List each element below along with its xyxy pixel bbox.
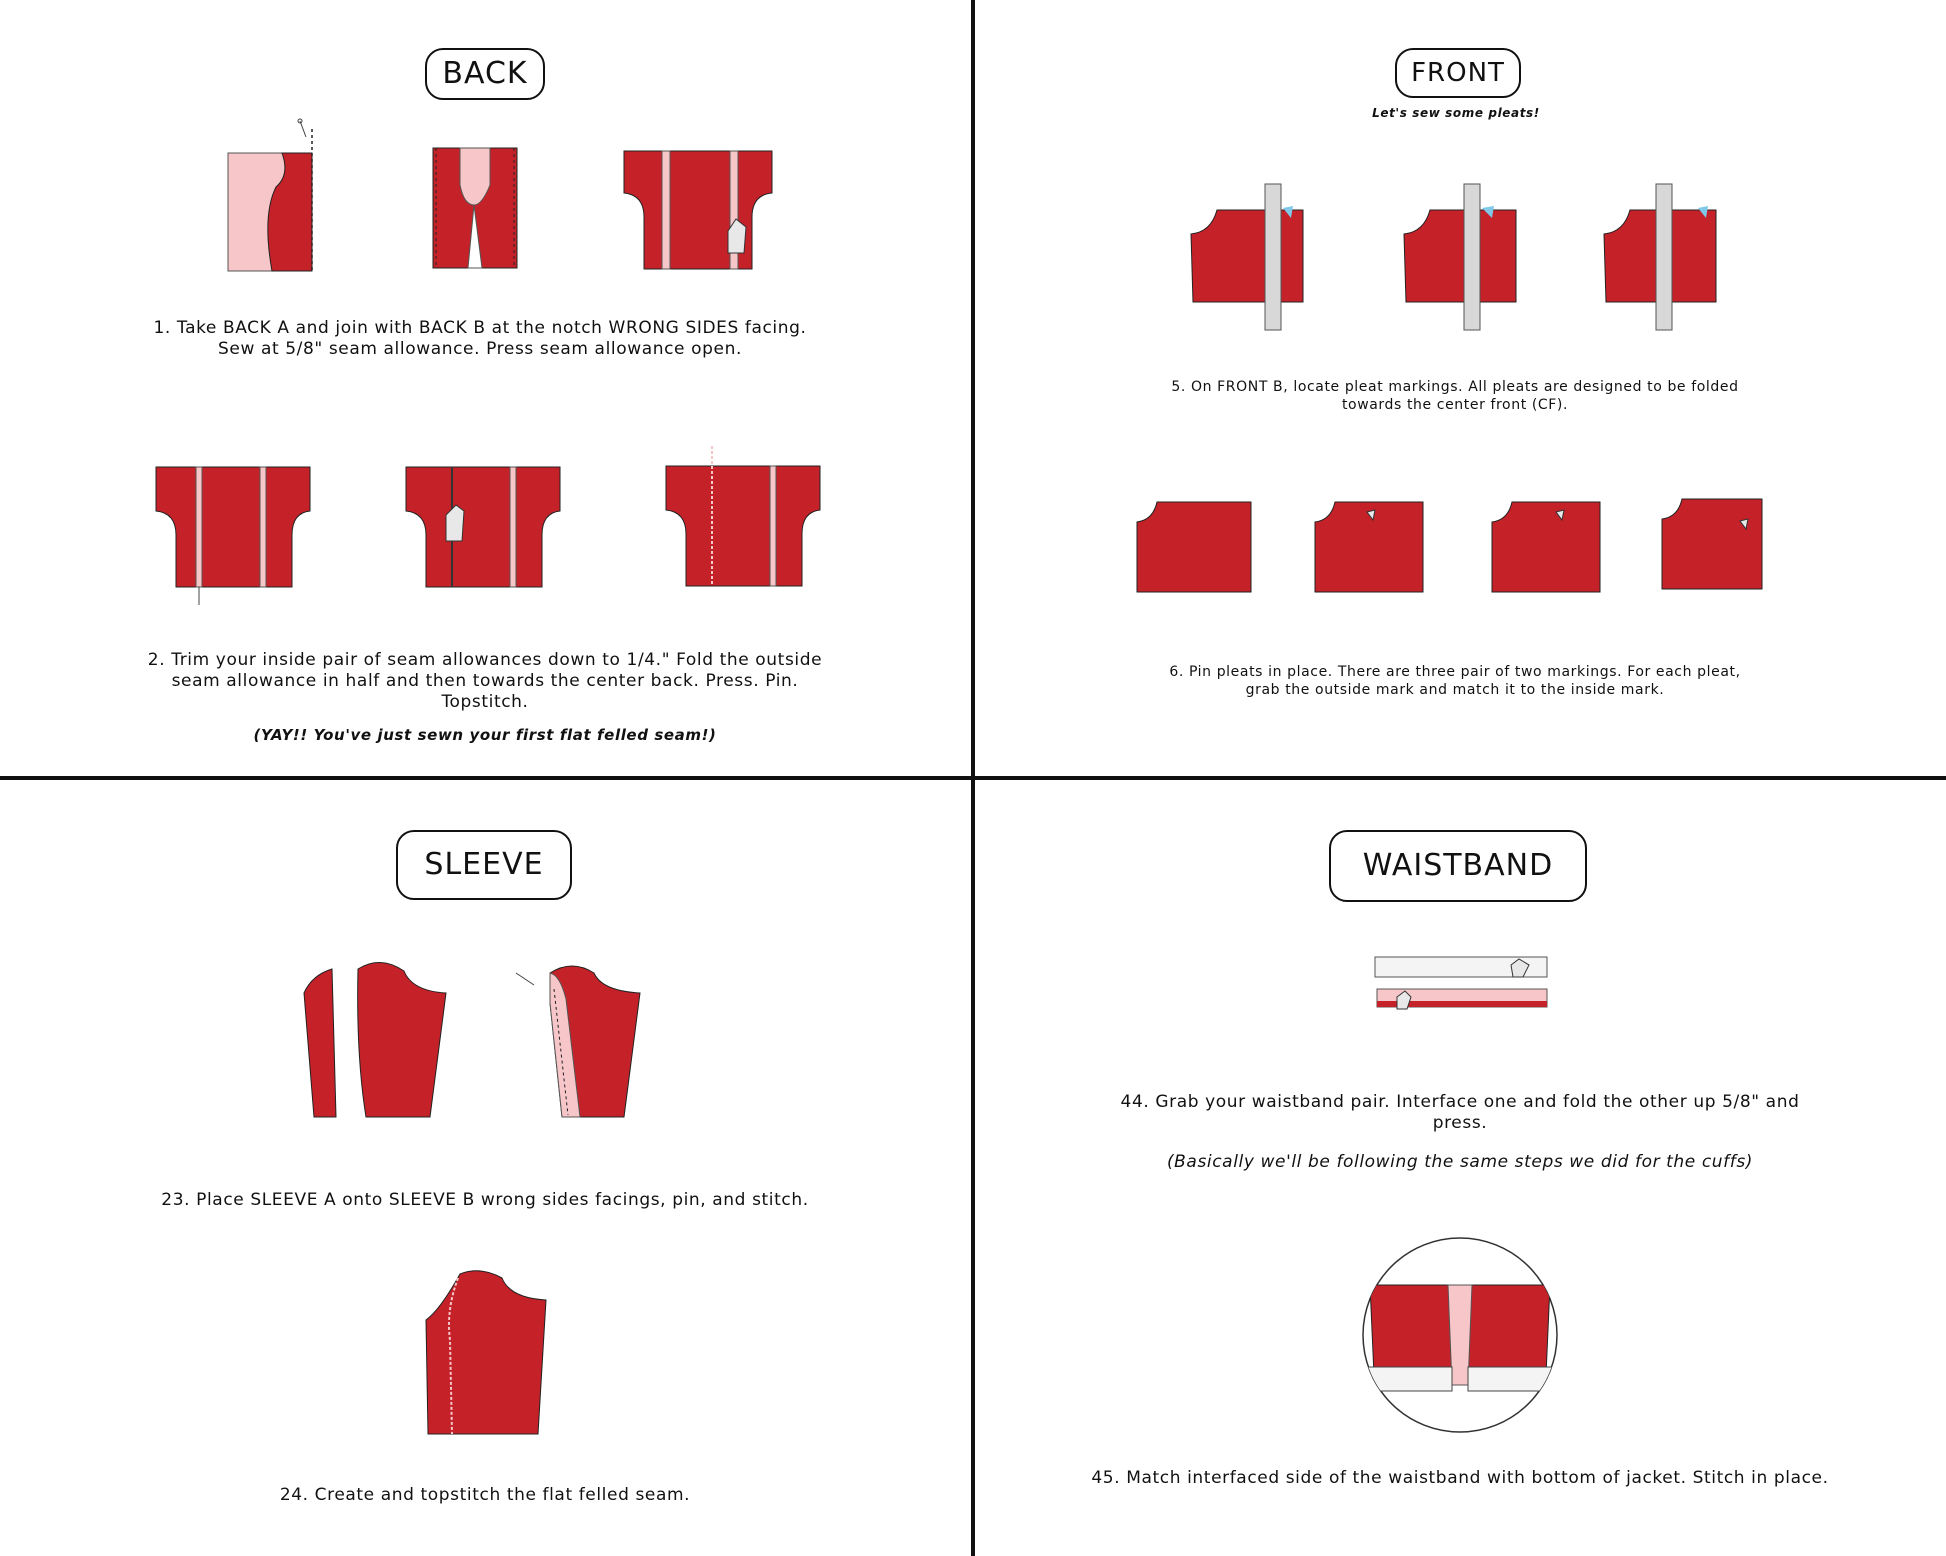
front-subtitle: Let's sew some pleats!	[1372, 106, 1540, 120]
back-press-illustration	[618, 145, 778, 273]
section-title-front: FRONT	[1395, 48, 1521, 98]
back-trim-illustration	[150, 455, 315, 615]
back-topstitch-illustration	[660, 440, 825, 590]
section-title-back: BACK	[425, 48, 545, 100]
front-pin-illustration-4	[1660, 497, 1765, 593]
step-24-text: 24. Create and topstitch the flat felled seam.	[279, 1485, 691, 1505]
step-6-text: 6. Pin pleats in place. There are three pair of two markings. For each pleat, grab the outside mark and match it to the inside mark.	[1169, 664, 1741, 698]
step-45-text: 45. Match interfaced side of the waistband with bottom of jacket. Stitch in place.	[1091, 1468, 1829, 1488]
back-section	[0, 0, 971, 776]
needle-thread-icon	[298, 119, 306, 137]
front-pin-illustration-1	[1135, 500, 1253, 596]
sleeve-pinned-illustration	[510, 955, 650, 1125]
front-pleat-illustration-3	[1600, 182, 1730, 332]
step-2-text: 2. Trim your inside pair of seam allowances down to 1/4." Fold the outside seam allowance in half and then towards the center back. Press. Pin. Topstitch.	[147, 650, 823, 712]
ruler-icon	[1265, 184, 1281, 330]
front-pleat-illustration-1	[1187, 182, 1317, 332]
waistband-attach-illustration	[1360, 1235, 1560, 1435]
waistband-pair-illustration	[1373, 955, 1553, 1025]
section-title-sleeve: SLEEVE	[396, 830, 572, 900]
needle-thread-icon	[516, 973, 534, 985]
back-fold-illustration	[400, 455, 565, 595]
front-pin-illustration-3	[1490, 500, 1602, 596]
back-note: (YAY!! You've just sewn your first flat felled seam!)	[253, 726, 717, 744]
sleeve-pieces-illustration	[300, 955, 460, 1125]
ruler-icon	[1656, 184, 1672, 330]
front-pleat-illustration-2	[1400, 182, 1530, 332]
front-section	[975, 0, 1946, 776]
sleeve-section	[0, 780, 971, 1556]
sleeve-felled-illustration	[420, 1270, 550, 1440]
front-pin-illustration-2	[1313, 500, 1425, 596]
section-title-waistband: WAISTBAND	[1329, 830, 1587, 902]
step-1-text: 1. Take BACK A and join with BACK B at the notch WRONG SIDES facing. Sew at 5/8" seam allowance. Press seam allowance open.	[153, 318, 807, 359]
waistband-section	[975, 780, 1946, 1556]
back-seam-illustration	[430, 145, 520, 275]
ruler-icon	[1464, 184, 1480, 330]
waistband-note: (Basically we'll be following the same steps we did for the cuffs)	[1166, 1152, 1754, 1172]
step-5-text: 5. On FRONT B, locate pleat markings. All pleats are designed to be folded towards the center front (CF).	[1171, 379, 1739, 413]
step-44-text: 44. Grab your waistband pair. Interface one and fold the other up 5/8" and press.	[1120, 1092, 1800, 1133]
step-23-text: 23. Place SLEEVE A onto SLEEVE B wrong sides facings, pin, and stitch.	[161, 1190, 809, 1210]
back-join-illustration	[220, 115, 320, 275]
